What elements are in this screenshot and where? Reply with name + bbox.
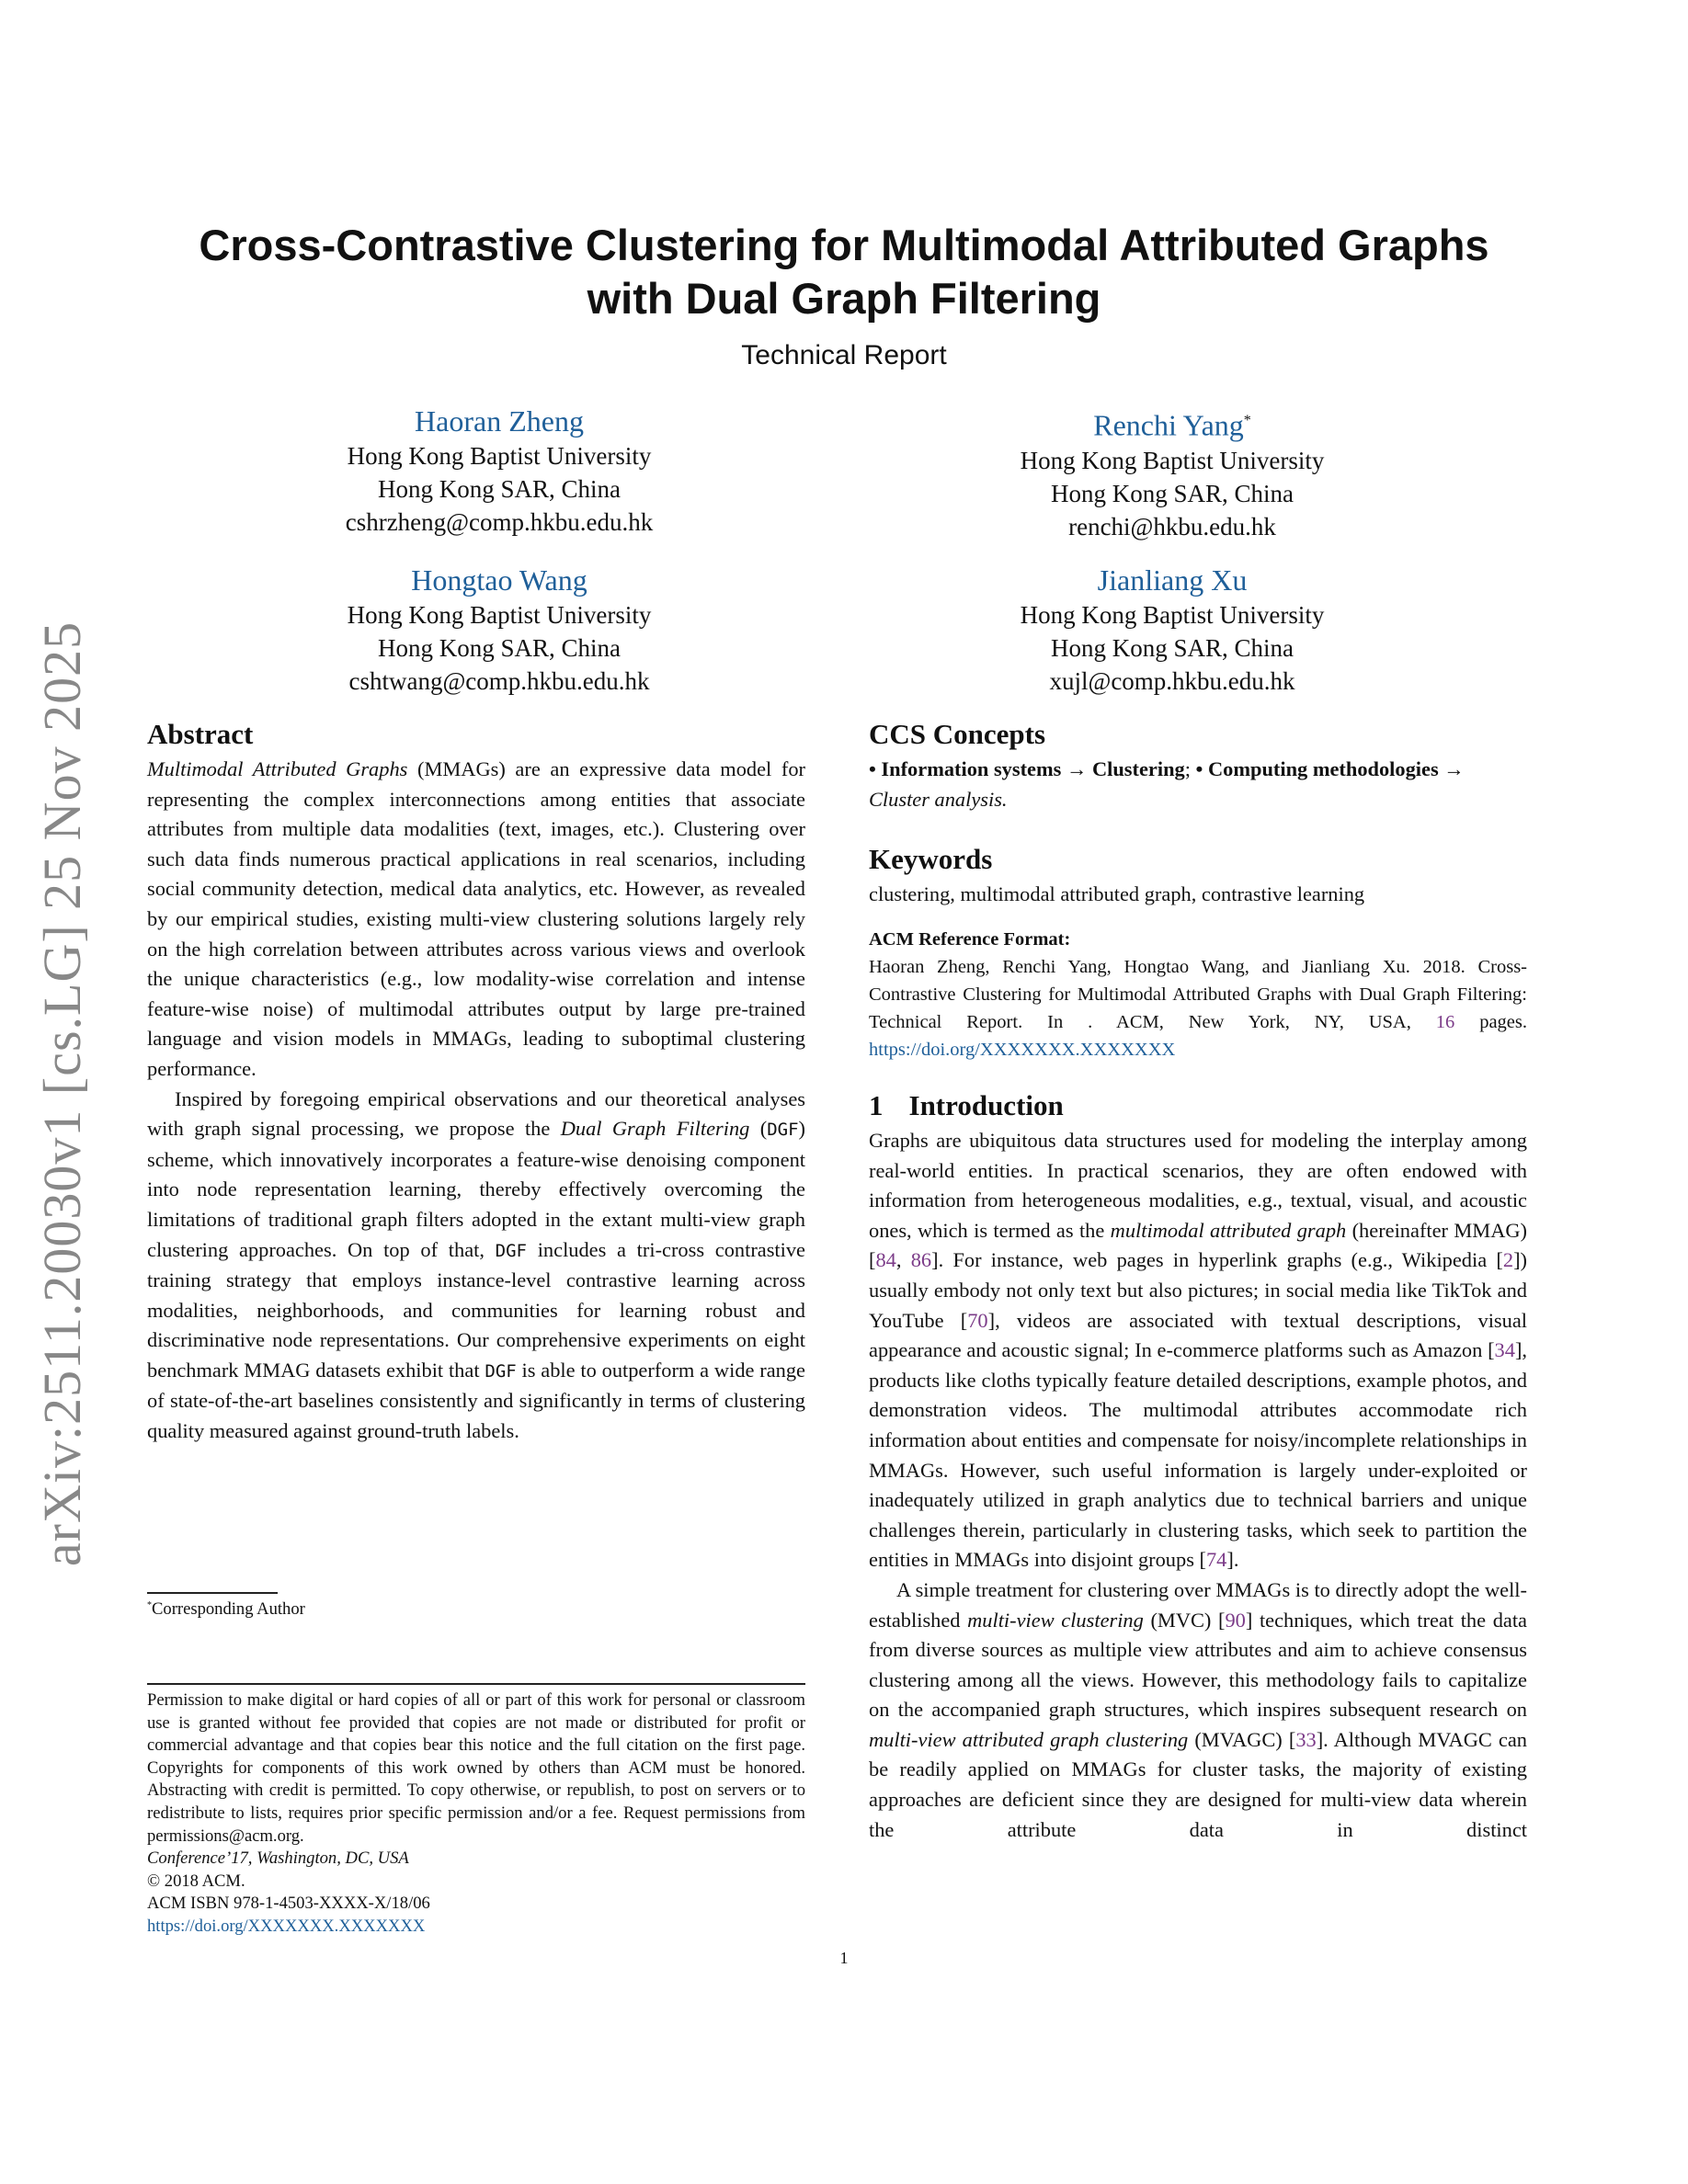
citation-link[interactable]: 74 (1205, 1548, 1227, 1572)
ccs-section (869, 716, 1527, 814)
text-run: → (1066, 757, 1092, 780)
acm-reference-text (869, 953, 1527, 1064)
footnote-mark: * (147, 1599, 152, 1610)
author-block (177, 403, 821, 539)
text-run: ], products like cloths typically feature detailed descriptions, example photos, and demonstration videos. The multimodal attributes accommodate rich information about entities and compensate for noisy/incomplete relationships in MMAGs. However, such useful information is largely under-exploited or inadequately utilized in graph analytics due to technical barriers and unique challenges therein, particularly in clustering tasks, which seek to partition the entities in MMAGs into disjoint groups [ (869, 1338, 1527, 1572)
acm-reference-section (869, 926, 1527, 1064)
citation-link[interactable]: 86 (910, 1248, 932, 1272)
text-run: ( (749, 1117, 768, 1141)
acm-reference-heading: ACM Reference Format: (869, 929, 1071, 950)
paper-title (0, 219, 1688, 325)
text-run: ; (1184, 757, 1196, 780)
emphasis-text: multimodal attributed graph (1110, 1218, 1347, 1242)
text-run: (MVC) [ (1143, 1608, 1226, 1632)
doi-link[interactable]: https://doi.org/XXXXXXX.XXXXXXX (147, 1916, 426, 1936)
author-name-text[interactable]: Renchi Yang (1093, 408, 1244, 442)
text-run: ] techniques, which treat the data from diverse sources as multiple view attributes and aim to achieve consensus clustering among all the views. However, this methodology fails to capitalize on the accompanied graph structures, which inspires subsequent research on (869, 1608, 1527, 1722)
emphasis-text: multi-view attributed graph clustering (869, 1727, 1189, 1751)
method-name: DGF (495, 1240, 527, 1261)
keywords-text: clustering, multimodal attributed graph, contrastive learning (869, 882, 1365, 905)
author-affiliation: Hong Kong Baptist University (1020, 446, 1325, 474)
text-run: Inspired by foregoing empirical observations and our theoretical analyses with graph signal processing, we propose the (147, 1086, 805, 1141)
text-run: (MMAGs) are an expressive data model for representing the complex interconnections among entities that associate attributes from multiple data modalities (text, images, etc.). Clustering over such data finds numerous practical applications in real scenarios, including social community detection, medical data analytics, etc. However, as revealed by our empirical studies, existing multi-view clustering solutions largely rely on the high correlation between attributes across various views and overlook the unique characteristics (e.g., low modality-wise correlation and intense feature-wise noise) of multimodal attributes output by large pre-trained language and vision models in MMAGs, leading to suboptimal clustering performance. (147, 757, 805, 1080)
author-name[interactable]: Jianliang Xu (1097, 563, 1248, 597)
text-run: (MVAGC) [ (1188, 1727, 1296, 1751)
bold-text: • Information systems (869, 757, 1066, 780)
text-run: is able to outperform a wide range of state-of-the-art baselines consistently and significantly in terms of clustering quality measured against ground-truth labels. (147, 1358, 805, 1443)
section-title: Introduction (908, 1089, 1064, 1121)
footnote-rule (147, 1592, 278, 1594)
author-location: Hong Kong SAR, China (377, 475, 621, 503)
abstract-heading: Abstract (147, 718, 254, 750)
doi-link[interactable]: https://doi.org/XXXXXXX.XXXXXXX (869, 1040, 1176, 1060)
text-run: ]. (1226, 1548, 1239, 1572)
citation-link[interactable]: 90 (1225, 1608, 1246, 1632)
keywords-heading: Keywords (869, 843, 993, 875)
section-number: 1 (869, 1089, 884, 1121)
author-block (850, 403, 1494, 543)
bold-text: • Computing methodologies (1195, 757, 1444, 780)
author-affiliation: Hong Kong Baptist University (347, 442, 652, 470)
text-run: ]) usually embody not only text but also pictures; in social media like TikTok and YouTube [ (869, 1248, 1528, 1332)
bold-text: Clustering (1091, 757, 1185, 780)
author-name[interactable] (850, 403, 1494, 444)
author-email: cshrzheng@comp.hkbu.edu.hk (345, 508, 654, 536)
citation-link[interactable]: 84 (875, 1248, 896, 1272)
isbn: ACM ISBN 978-1-4503-XXXX-X/18/06 (147, 1894, 430, 1914)
text-run: A simple treatment for clustering over MMAGs is to directly adopt the well-established (869, 1577, 1527, 1632)
introduction-section (869, 1087, 1527, 1845)
author-name[interactable]: Hongtao Wang (411, 563, 587, 597)
introduction-heading (869, 1087, 1527, 1124)
method-name: DGF (767, 1120, 799, 1141)
emphasis-text: Multimodal Attributed Graphs (147, 757, 408, 780)
permission-rule (147, 1683, 805, 1685)
method-name: DGF (485, 1360, 517, 1382)
introduction-paragraph-2 (869, 1575, 1527, 1845)
text-run: (hereinafter MMAG) [ (869, 1218, 1527, 1272)
abstract-paragraph-2 (147, 1085, 805, 1447)
ccs-concepts (869, 755, 1527, 814)
footnote-text: Corresponding Author (152, 1599, 305, 1619)
title-line-1: Cross-Contrastive Clustering for Multimodal Attributed Graphs (199, 221, 1489, 269)
text-run: Graphs are ubiquitous data structures used for modeling the interplay among real-world entities. In practical scenarios, they are often endowed with information from heterogeneous modalities, e.g., textual, visual, and acoustic ones, which is termed as the (869, 1129, 1527, 1242)
emphasis-text: Dual Graph Filtering (560, 1117, 750, 1141)
permission-text: Permission to make digital or hard copies of all or part of this work for personal or classroom use is granted without fee provided that copies are not made or distributed for profit or commercial advantage and that copies bear this notice and the full citation on the first page. Copyrights for components of this work owned by others than ACM must be honored. Abstracting with credit is permitted. To copy otherwise, or republish, to post on servers or to redistribute to lists, requires prior specific permission and/or a fee. Request permissions from permissions@acm.org. (147, 1690, 805, 1846)
footnote (147, 1599, 305, 1620)
author-affiliation: Hong Kong Baptist University (1020, 601, 1325, 629)
author-email: xujl@comp.hkbu.edu.hk (1049, 667, 1295, 695)
text-run: → (1443, 757, 1465, 780)
author-location: Hong Kong SAR, China (1050, 479, 1294, 507)
arxiv-stamp: arXiv:2511.20030v1 [cs.LG] 25 Nov 2025 (32, 620, 92, 1567)
introduction-paragraph-1 (869, 1126, 1527, 1575)
text-run: ) scheme, which innovatively incorporates a feature-wise denoising component into node representation learning, thereby effectively overcoming the limitations of traditional graph filters adopted in the extant multi-view graph clustering approaches. On top of that, (147, 1117, 805, 1261)
citation-link[interactable]: 16 (1435, 1012, 1455, 1032)
text-run: ]. Although MVAGC can be readily applied on MMAGs for cluster tasks, the majority of existing approaches are deficient since they are designed for multi-view data wherein the attribute data in distinct (869, 1727, 1527, 1841)
permission-block (147, 1689, 805, 1939)
abstract-section (147, 716, 805, 1447)
author-email: renchi@hkbu.edu.hk (1068, 512, 1276, 540)
author-block (850, 562, 1494, 698)
text-run: includes a tri-cross contrastive training strategy that employs instance-level contrastive learning across modalities, neighborhoods, and communities for learning robust and discriminative node representations. Our comprehensive experiments on eight benchmark MMAG datasets exhibit that (147, 1237, 805, 1382)
ccs-heading: CCS Concepts (869, 718, 1046, 750)
author-location: Hong Kong SAR, China (1050, 634, 1294, 662)
emphasis-text: Cluster analysis. (869, 787, 1008, 811)
text-run: , (895, 1248, 911, 1272)
text-run: ]. For instance, web pages in hyperlink graphs (e.g., Wikipedia [ (931, 1248, 1503, 1272)
author-block (177, 562, 821, 698)
citation-link[interactable]: 70 (967, 1308, 988, 1332)
author-email: cshtwang@comp.hkbu.edu.hk (348, 667, 650, 695)
title-line-2: with Dual Graph Filtering (587, 274, 1101, 323)
conference-name: Conference’17, Washington, DC, USA (147, 1848, 409, 1869)
keywords-section (869, 841, 1527, 910)
corresponding-mark: * (1243, 413, 1251, 428)
paper-subtitle: Technical Report (741, 340, 947, 370)
author-affiliation: Hong Kong Baptist University (347, 601, 652, 629)
citation-link[interactable]: 34 (1494, 1338, 1515, 1362)
page-number: 1 (839, 1949, 849, 1967)
emphasis-text: multi-view clustering (967, 1608, 1144, 1632)
citation-link[interactable]: 2 (1502, 1248, 1514, 1272)
text-run: Haoran Zheng, Renchi Yang, Hongtao Wang, and Jianliang Xu. 2018. Cross-Contrastive Clustering for Multimodal Attributed Graphs with Dual Graph Filtering: Technical Report. In . ACM, New York, NY, USA, (869, 957, 1527, 1032)
text-run: pages. (1454, 1012, 1527, 1032)
author-name[interactable]: Haoran Zheng (415, 404, 584, 438)
copyright: © 2018 ACM. (147, 1871, 245, 1891)
abstract-paragraph-1 (147, 755, 805, 1085)
citation-link[interactable]: 33 (1295, 1727, 1317, 1751)
author-location: Hong Kong SAR, China (377, 634, 621, 662)
text-run: ], videos are associated with textual descriptions, visual appearance and acoustic signal; In e-commerce platforms such as Amazon [ (869, 1308, 1528, 1362)
